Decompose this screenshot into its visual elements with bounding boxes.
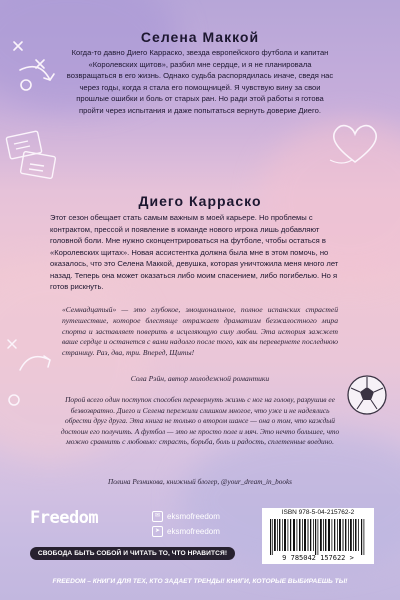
telegram-icon: ➤ — [152, 526, 163, 537]
selena-paragraph: Когда-то давно Диего Карраско, звезда европейского футбола и капитан «Королевских щитов», разбил мне сердце, и я не планировала возвращаться в его жизнь. Однако судьба распорядилась иначе, сведя нас через годы, когда я стала его помощницей. Я чувствую вину за свои прошлые ошибки и боль от старых ран. Но ради этой работы я готова пройти через испытания и даже попытаться вернуть доверие Диего. — [66, 48, 334, 115]
isbn-label: ISBN 978-5-04-215762-2 — [281, 509, 355, 516]
blurb-quote: «Семнадцатый» — это глубокое, эмоциональное, полное испанских страстей путешествие, которое блестяще отражает драматизм безжалостного мира спорта и заставляет поверить в исцеляющую силу любви. Эта история зажжет ваше сердце и останется с вами надолго после того, как вы перевернете последнюю страницу. Раз, два, три. Вперед, Щиты! — [62, 305, 338, 358]
barcode-icon — [268, 519, 368, 555]
social-link-telegram[interactable] — [152, 526, 220, 537]
vk-icon: ✉ — [152, 511, 163, 522]
blurb-quote-author: Сола Рэйн, автор молодежной романтики — [130, 374, 270, 383]
review-author: Полина Резникова, книжный блогер, @your_dream_in_books — [108, 478, 292, 486]
barcode-digits: 9 785042 157622 > — [282, 554, 354, 562]
social-handle-2: eksmofreedom — [167, 527, 220, 536]
social-link-vk[interactable] — [152, 511, 220, 522]
review-text: Порой всего один поступок способен перевернуть жизнь с ног на голову, разрушив ее безвозвратно. Диего и Селена пережили слишком многое, что уже и не надеялись обрести друг друга. Эта книга не только о втором шансе — она о том, что каждый достоин его получить. А футбол — это не просто поле и мяч. Это нечто большее, что можно сравнить с любовью: страсть, борьба, боль и радость, сплетенные воедино. — [60, 395, 340, 447]
publisher-footer: FREEDOM – КНИГИ ДЛЯ ТЕХ, КТО ЗАДАЕТ ТРЕНДЫ! КНИГИ, КОТОРЫЕ ВЫБИРАЕШЬ ТЫ! — [52, 578, 348, 585]
heading-diego: Диего Карраско — [138, 193, 262, 209]
publisher-slogan: СВОБОДА БЫТЬ СОБОЙ И ЧИТАТЬ ТО, ЧТО НРАВИТСЯ! — [30, 547, 235, 560]
isbn-barcode-box — [262, 508, 374, 564]
freedom-logo: Freedom — [30, 508, 99, 528]
social-handle-1: eksmofreedom — [167, 512, 220, 521]
diego-paragraph: Этот сезон обещает стать самым важным в моей карьере. Но проблемы с контрактом, прессой и появление в команде нового игрока лишь добавляют головной боли. Мне нужно сконцентрироваться на футболе, чтобы остаться в «Королевских щитах». Новая ассистентка должна была мне в этом помочь, но оказалось, что это Селена Маккой, девушка, которая уничтожила меня много лет назад. Теперь она может оказаться либо моим спасением, либо погибелью. Но я готов рискнуть. — [50, 213, 339, 292]
heart-doodle-icon — [326, 118, 384, 168]
heading-selena: Селена Маккой — [140, 29, 260, 45]
postcards-icon — [2, 128, 64, 186]
